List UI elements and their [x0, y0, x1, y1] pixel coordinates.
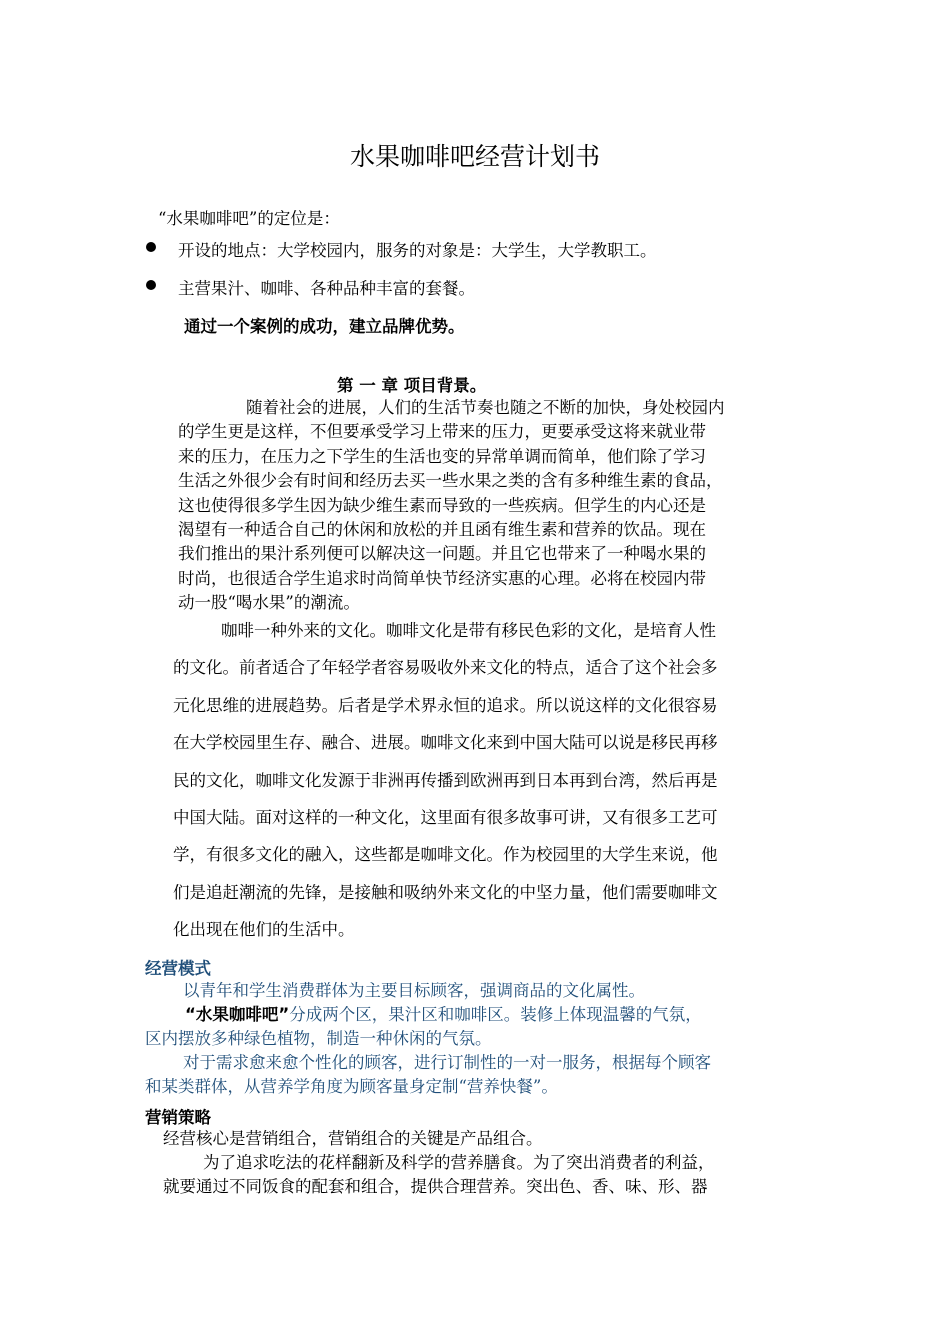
document-title: 水果咖啡吧经营计划书 [349, 142, 600, 171]
business-model-body [145, 979, 711, 1099]
paragraph-line: 中国大陆。面对这样的一种文化，这里面有很多故事可讲，又有很多工艺可 [173, 807, 718, 827]
bullet-dot-icon [146, 242, 156, 252]
paragraph-line: 们是追赶潮流的先锋，是接触和吸纳外来文化的中坚力量，他们需要咖啡文 [173, 882, 718, 902]
paragraph-line: 在大学校园里生存、融合、进展。咖啡文化来到中国大陆可以说是移民再移 [173, 733, 718, 753]
paragraph-line: 元化思维的进展趋势。后者是学术界永恒的追求。所以说这样的文化很容易 [173, 695, 718, 715]
paragraph-line: 我们推出的果汁系列便可以解决这一问题。并且它也带来了一种喝水果的 [178, 544, 706, 564]
marketing-body [163, 1127, 715, 1199]
paragraph-line: 民的文化，咖啡文化发源于非洲再传播到欧洲再到日本再到台湾，然后再是 [173, 770, 718, 790]
paragraph-line: 化出现在他们的生活中。 [173, 920, 355, 940]
paragraph-line: 学，有很多文化的融入，这些都是咖啡文化。作为校园里的大学生来说，他 [173, 845, 718, 865]
chapter1-paragraph-1 [178, 396, 725, 616]
paragraph-line: 时尚，也很适合学生追求时尚简单快节经济实惠的心理。必将在校园内带 [178, 568, 706, 588]
paragraph-line: 以青年和学生消费群体为主要目标顾客，强调商品的文化属性。 [183, 981, 645, 1000]
paragraph-line: 咖啡一种外来的文化。咖啡文化是带有移民色彩的文化，是培育人性 [221, 621, 716, 640]
paragraph-line: 对于需求愈来愈个性化的顾客，进行订制性的一对一服务，根据每个顾客 [183, 1053, 711, 1072]
paragraph-line: 这也使得很多学生因为缺少维生素而导致的一些疾病。但学生的内心还是 [178, 495, 706, 515]
bullet-item-location: 开设的地点：大学校园内，服务的对象是：大学生，大学教职工。 [178, 241, 657, 260]
paragraph-line: 和某类群体，从营养学角度为顾客量身定制“营养快餐”。 [145, 1077, 558, 1096]
paragraph-line [145, 1003, 711, 1027]
paragraph-line: 的文化。前者适合了年轻学者容易吸收外来文化的特点，适合了这个社会多 [173, 658, 718, 678]
paragraph-line: 经营核心是营销组合，营销组合的关键是产品组合。 [163, 1129, 543, 1148]
paragraph-line: 渴望有一种适合自己的休闲和放松的并且函有维生素和营养的饮品。现在 [178, 519, 706, 539]
paragraph-line: 区内摆放多种绿色植物，制造一种休闲的气氛。 [145, 1029, 492, 1048]
chapter1-paragraph-2 [173, 612, 718, 949]
marketing-heading: 营销策略 [145, 1108, 211, 1127]
paragraph-line: 就要通过不同饭食的配套和组合，提供合理营养。突出色、香、味、形、器 [163, 1177, 708, 1196]
paragraph-line: 随着社会的进展，人们的生活节奏也随之不断的加快，身处校园内 [246, 398, 725, 417]
slogan-line: 通过一个案例的成功，建立品牌优势。 [184, 317, 465, 336]
paragraph-line-rest: 分成两个区，果汁区和咖啡区。装修上体现温馨的气氛， [289, 1005, 702, 1024]
paragraph-line: 的学生更是这样，不但要承受学习上带来的压力，更要承受这将来就业带 [178, 422, 706, 442]
chapter1-heading: 第 一 章 项目背景。 [337, 376, 487, 395]
paragraph-line: 动一股“喝水果”的潮流。 [178, 593, 360, 613]
bullet-dot-icon [146, 280, 156, 290]
paragraph-line: 为了追求吃法的花样翻新及科学的营养膳食。为了突出消费者的利益， [203, 1153, 715, 1172]
shop-name-bold: “水果咖啡吧” [185, 1005, 290, 1024]
paragraph-line: 来的压力，在压力之下学生的生活也变的异常单调而简单，他们除了学习 [178, 446, 706, 466]
paragraph-line: 生活之外很少会有时间和经历去买一些水果之类的含有多种维生素的食品， [178, 471, 723, 491]
positioning-line: “水果咖啡吧”的定位是： [158, 209, 340, 228]
bullet-item-products: 主营果汁、咖啡、各种品种丰富的套餐。 [178, 279, 475, 298]
business-model-heading: 经营模式 [145, 959, 211, 978]
